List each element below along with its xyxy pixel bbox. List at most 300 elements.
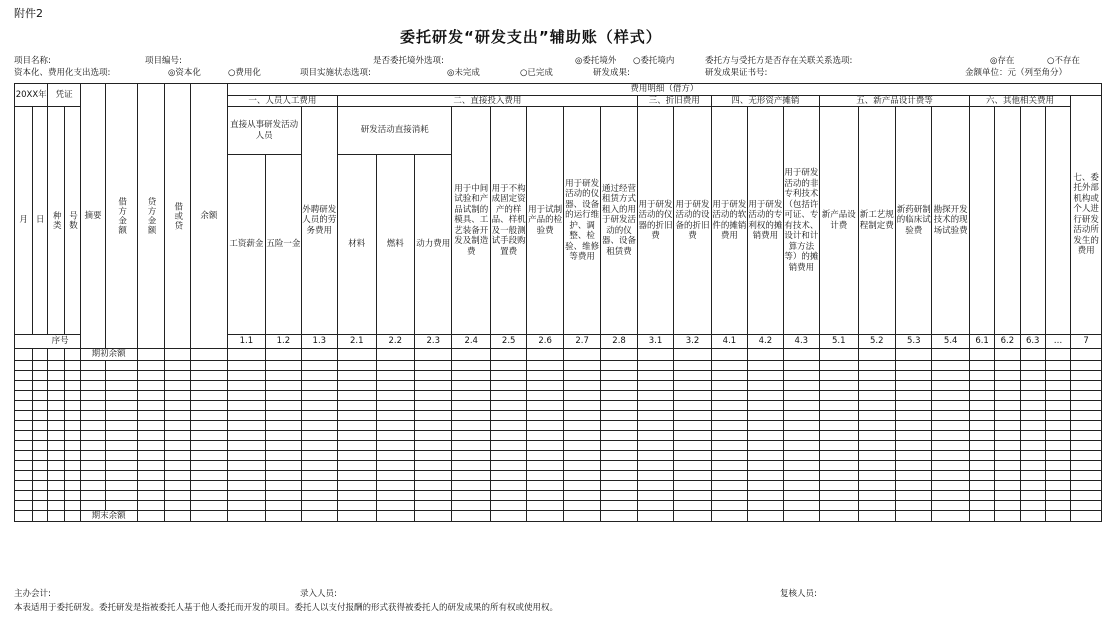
ledger-cell[interactable] xyxy=(191,380,227,390)
ledger-cell[interactable] xyxy=(1020,470,1045,480)
ledger-cell[interactable] xyxy=(527,460,563,470)
ledger-cell[interactable] xyxy=(415,380,452,390)
ledger-cell[interactable] xyxy=(1045,410,1070,420)
ledger-cell[interactable] xyxy=(858,490,895,500)
ledger-cell[interactable] xyxy=(674,380,711,390)
ledger-cell[interactable] xyxy=(820,450,858,460)
ledger-cell[interactable] xyxy=(266,500,301,510)
ledger-cell[interactable] xyxy=(1071,500,1102,510)
ledger-cell[interactable] xyxy=(858,420,895,430)
ledger-cell[interactable] xyxy=(674,430,711,440)
ledger-cell[interactable] xyxy=(1020,370,1045,380)
ledger-cell[interactable] xyxy=(266,360,301,370)
ledger-cell[interactable] xyxy=(969,430,994,440)
ledger-cell[interactable] xyxy=(783,510,819,522)
ledger-cell[interactable] xyxy=(995,480,1020,490)
ledger-cell[interactable] xyxy=(711,470,747,480)
ledger-cell[interactable] xyxy=(748,480,783,490)
ledger-cell[interactable] xyxy=(137,450,164,460)
ledger-cell[interactable] xyxy=(674,420,711,430)
ledger-cell[interactable] xyxy=(969,349,994,361)
ledger-cell[interactable] xyxy=(995,430,1020,440)
ledger-cell[interactable] xyxy=(995,380,1020,390)
ledger-cell[interactable] xyxy=(637,370,673,380)
ledger-cell[interactable] xyxy=(527,450,563,460)
ledger-cell[interactable] xyxy=(527,360,563,370)
ledger-cell[interactable] xyxy=(415,370,452,380)
ledger-cell[interactable] xyxy=(1020,410,1045,420)
ledger-cell[interactable] xyxy=(191,360,227,370)
ledger-cell[interactable] xyxy=(64,450,80,460)
ledger-cell[interactable] xyxy=(1045,400,1070,410)
ledger-cell[interactable] xyxy=(452,500,490,510)
ledger-cell[interactable] xyxy=(338,460,376,470)
ledger-cell[interactable] xyxy=(748,420,783,430)
ledger-cell[interactable] xyxy=(227,380,265,390)
ledger-cell[interactable] xyxy=(490,470,526,480)
ledger-cell[interactable] xyxy=(995,390,1020,400)
ledger-cell[interactable] xyxy=(969,490,994,500)
ledger-cell[interactable] xyxy=(1045,500,1070,510)
ledger-cell[interactable] xyxy=(452,480,490,490)
ledger-cell[interactable] xyxy=(33,510,48,522)
ledger-cell[interactable] xyxy=(164,349,190,361)
ledger-cell[interactable] xyxy=(490,360,526,370)
ledger-cell[interactable] xyxy=(858,370,895,380)
ledger-cell[interactable] xyxy=(15,380,33,390)
ledger-cell[interactable] xyxy=(80,390,105,400)
ledger-cell[interactable] xyxy=(637,450,673,460)
ledger-cell[interactable] xyxy=(137,420,164,430)
ledger-cell[interactable] xyxy=(563,410,600,420)
ledger-cell[interactable] xyxy=(48,500,64,510)
ledger-cell[interactable] xyxy=(637,490,673,500)
ledger-cell[interactable] xyxy=(15,360,33,370)
ledger-cell[interactable] xyxy=(33,410,48,420)
ledger-cell[interactable] xyxy=(563,400,600,410)
ledger-cell[interactable] xyxy=(64,370,80,380)
ledger-cell[interactable] xyxy=(711,510,747,522)
ledger-cell[interactable] xyxy=(338,410,376,420)
ledger-cell[interactable] xyxy=(106,430,137,440)
ledger-cell[interactable] xyxy=(674,410,711,420)
ledger-cell[interactable] xyxy=(227,510,265,522)
ledger-cell[interactable] xyxy=(490,500,526,510)
ledger-cell[interactable] xyxy=(1020,450,1045,460)
ledger-cell[interactable] xyxy=(266,370,301,380)
ledger-cell[interactable] xyxy=(858,470,895,480)
ledger-cell[interactable] xyxy=(674,510,711,522)
ledger-cell[interactable] xyxy=(1045,420,1070,430)
ledger-cell[interactable] xyxy=(15,440,33,450)
ledger-cell[interactable] xyxy=(1045,510,1070,522)
ledger-cell[interactable] xyxy=(164,380,190,390)
ledger-cell[interactable] xyxy=(820,349,858,361)
ledger-cell[interactable] xyxy=(490,510,526,522)
ledger-cell[interactable] xyxy=(932,360,969,370)
ledger-cell[interactable] xyxy=(783,460,819,470)
ledger-cell[interactable] xyxy=(1045,360,1070,370)
ledger-cell[interactable] xyxy=(1020,349,1045,361)
ledger-cell[interactable] xyxy=(33,440,48,450)
ledger-cell[interactable] xyxy=(637,390,673,400)
ledger-cell[interactable] xyxy=(563,460,600,470)
ledger-cell[interactable] xyxy=(969,470,994,480)
ledger-cell[interactable] xyxy=(490,480,526,490)
ledger-cell[interactable] xyxy=(1020,420,1045,430)
ledger-cell[interactable] xyxy=(527,510,563,522)
ledger-cell[interactable] xyxy=(452,460,490,470)
ledger-cell[interactable] xyxy=(601,360,637,370)
ledger-cell[interactable] xyxy=(748,360,783,370)
ledger-cell[interactable] xyxy=(1020,360,1045,370)
ledger-cell[interactable] xyxy=(783,430,819,440)
ledger-cell[interactable] xyxy=(376,500,414,510)
ledger-cell[interactable] xyxy=(637,420,673,430)
ledger-cell[interactable] xyxy=(227,390,265,400)
ledger-cell[interactable] xyxy=(164,370,190,380)
ledger-cell[interactable] xyxy=(338,470,376,480)
ledger-cell[interactable] xyxy=(301,510,337,522)
ledger-cell[interactable] xyxy=(858,430,895,440)
ledger-cell[interactable] xyxy=(748,440,783,450)
ledger-cell[interactable] xyxy=(15,349,33,361)
ledger-cell[interactable] xyxy=(932,490,969,500)
ledger-cell[interactable] xyxy=(33,390,48,400)
ledger-cell[interactable] xyxy=(1071,470,1102,480)
ledger-cell[interactable] xyxy=(80,500,105,510)
ledger-cell[interactable] xyxy=(15,470,33,480)
ledger-cell[interactable] xyxy=(637,430,673,440)
ledger-cell[interactable] xyxy=(106,480,137,490)
ledger-cell[interactable] xyxy=(995,470,1020,480)
ledger-cell[interactable] xyxy=(227,349,265,361)
ledger-cell[interactable] xyxy=(301,460,337,470)
ledger-cell[interactable] xyxy=(601,349,637,361)
ledger-cell[interactable] xyxy=(33,370,48,380)
ledger-cell[interactable] xyxy=(995,450,1020,460)
ledger-cell[interactable] xyxy=(748,450,783,460)
ledger-cell[interactable] xyxy=(33,460,48,470)
ledger-cell[interactable] xyxy=(527,380,563,390)
ledger-cell[interactable] xyxy=(748,370,783,380)
ledger-cell[interactable] xyxy=(48,430,64,440)
ledger-cell[interactable] xyxy=(301,390,337,400)
ledger-cell[interactable] xyxy=(452,400,490,410)
ledger-cell[interactable] xyxy=(1045,470,1070,480)
ledger-cell[interactable] xyxy=(748,430,783,440)
ledger-cell[interactable] xyxy=(415,430,452,440)
ledger-cell[interactable] xyxy=(301,420,337,430)
ledger-cell[interactable] xyxy=(711,420,747,430)
ledger-cell[interactable] xyxy=(33,450,48,460)
ledger-cell[interactable] xyxy=(106,390,137,400)
ledger-cell[interactable] xyxy=(637,360,673,370)
ledger-cell[interactable] xyxy=(15,450,33,460)
ledger-cell[interactable] xyxy=(106,460,137,470)
ledger-cell[interactable] xyxy=(783,440,819,450)
ledger-cell[interactable] xyxy=(748,400,783,410)
ledger-cell[interactable] xyxy=(601,450,637,460)
ledger-cell[interactable] xyxy=(858,440,895,450)
ledger-cell[interactable] xyxy=(376,450,414,460)
ledger-cell[interactable] xyxy=(15,410,33,420)
ledger-cell[interactable] xyxy=(266,410,301,420)
ledger-cell[interactable] xyxy=(452,470,490,480)
ledger-cell[interactable] xyxy=(711,460,747,470)
ledger-cell[interactable] xyxy=(748,510,783,522)
ledger-cell[interactable] xyxy=(64,380,80,390)
ledger-cell[interactable] xyxy=(338,480,376,490)
ledger-cell[interactable] xyxy=(1045,450,1070,460)
ledger-cell[interactable] xyxy=(338,440,376,450)
ledger-cell[interactable] xyxy=(64,460,80,470)
ledger-cell[interactable] xyxy=(266,490,301,500)
ledger-cell[interactable] xyxy=(452,490,490,500)
ledger-cell[interactable] xyxy=(896,360,932,370)
ledger-cell[interactable] xyxy=(1020,390,1045,400)
ledger-cell[interactable] xyxy=(820,360,858,370)
ledger-cell[interactable] xyxy=(563,420,600,430)
ledger-cell[interactable] xyxy=(338,490,376,500)
ledger-cell[interactable] xyxy=(711,500,747,510)
ledger-cell[interactable] xyxy=(80,440,105,450)
ledger-cell[interactable] xyxy=(338,420,376,430)
ledger-cell[interactable] xyxy=(858,480,895,490)
ledger-cell[interactable] xyxy=(748,470,783,480)
ledger-cell[interactable] xyxy=(527,390,563,400)
ledger-cell[interactable] xyxy=(227,450,265,460)
ledger-cell[interactable] xyxy=(783,450,819,460)
ledger-cell[interactable] xyxy=(527,500,563,510)
ledger-cell[interactable] xyxy=(266,460,301,470)
ledger-cell[interactable] xyxy=(15,420,33,430)
ledger-cell[interactable] xyxy=(969,360,994,370)
ledger-cell[interactable] xyxy=(748,410,783,420)
ledger-cell[interactable] xyxy=(48,450,64,460)
ledger-cell[interactable] xyxy=(858,500,895,510)
ledger-cell[interactable] xyxy=(266,450,301,460)
ledger-cell[interactable] xyxy=(191,390,227,400)
ledger-cell[interactable] xyxy=(995,349,1020,361)
ledger-cell[interactable] xyxy=(896,420,932,430)
ledger-cell[interactable] xyxy=(227,370,265,380)
ledger-cell[interactable] xyxy=(48,410,64,420)
ledger-cell[interactable] xyxy=(80,450,105,460)
ledger-cell[interactable] xyxy=(33,349,48,361)
ledger-cell[interactable] xyxy=(338,349,376,361)
ledger-cell[interactable] xyxy=(820,420,858,430)
ledger-cell[interactable] xyxy=(452,390,490,400)
ledger-cell[interactable] xyxy=(969,400,994,410)
ledger-cell[interactable] xyxy=(376,370,414,380)
ledger-cell[interactable] xyxy=(415,490,452,500)
ledger-cell[interactable] xyxy=(490,450,526,460)
ledger-cell[interactable] xyxy=(490,380,526,390)
ledger-cell[interactable] xyxy=(563,370,600,380)
ledger-cell[interactable] xyxy=(969,370,994,380)
ledger-cell[interactable] xyxy=(48,380,64,390)
ledger-cell[interactable] xyxy=(637,440,673,450)
ledger-cell[interactable] xyxy=(932,370,969,380)
ledger-cell[interactable] xyxy=(338,400,376,410)
ledger-cell[interactable] xyxy=(48,480,64,490)
ledger-cell[interactable] xyxy=(64,400,80,410)
ledger-cell[interactable] xyxy=(527,490,563,500)
ledger-cell[interactable] xyxy=(15,370,33,380)
ledger-cell[interactable] xyxy=(932,420,969,430)
ledger-cell[interactable] xyxy=(563,430,600,440)
ledger-cell[interactable] xyxy=(301,480,337,490)
ledger-cell[interactable] xyxy=(191,370,227,380)
ledger-cell[interactable] xyxy=(80,400,105,410)
ledger-cell[interactable] xyxy=(995,440,1020,450)
ledger-cell[interactable] xyxy=(527,470,563,480)
ledger-cell[interactable] xyxy=(490,349,526,361)
ledger-cell[interactable] xyxy=(1020,490,1045,500)
ledger-cell[interactable] xyxy=(637,510,673,522)
ledger-cell[interactable] xyxy=(266,430,301,440)
ledger-cell[interactable] xyxy=(1045,480,1070,490)
ledger-cell[interactable] xyxy=(969,380,994,390)
ledger-cell[interactable] xyxy=(995,420,1020,430)
ledger-cell[interactable] xyxy=(415,500,452,510)
ledger-cell[interactable] xyxy=(490,460,526,470)
ledger-cell[interactable] xyxy=(376,420,414,430)
ledger-cell[interactable] xyxy=(64,470,80,480)
ledger-cell[interactable] xyxy=(601,430,637,440)
ledger-cell[interactable] xyxy=(33,430,48,440)
ledger-cell[interactable] xyxy=(820,380,858,390)
ledger-cell[interactable] xyxy=(415,360,452,370)
ledger-cell[interactable] xyxy=(674,460,711,470)
ledger-cell[interactable] xyxy=(858,450,895,460)
ledger-cell[interactable] xyxy=(15,400,33,410)
ledger-cell[interactable] xyxy=(452,510,490,522)
ledger-cell[interactable] xyxy=(527,410,563,420)
ledger-cell[interactable] xyxy=(969,450,994,460)
ledger-cell[interactable] xyxy=(820,430,858,440)
ledger-cell[interactable] xyxy=(415,510,452,522)
ledger-cell[interactable] xyxy=(527,400,563,410)
ledger-cell[interactable] xyxy=(995,370,1020,380)
ledger-cell[interactable] xyxy=(338,500,376,510)
ledger-cell[interactable] xyxy=(1071,360,1102,370)
ledger-cell[interactable] xyxy=(858,510,895,522)
ledger-cell[interactable] xyxy=(783,490,819,500)
ledger-cell[interactable] xyxy=(563,380,600,390)
ledger-cell[interactable] xyxy=(896,370,932,380)
ledger-cell[interactable] xyxy=(674,360,711,370)
ledger-cell[interactable] xyxy=(932,380,969,390)
capital-option-expense[interactable]: ○费用化 xyxy=(228,68,261,78)
ledger-cell[interactable] xyxy=(995,400,1020,410)
overseas-option-domestic[interactable]: ○委托境内 xyxy=(633,56,675,66)
ledger-cell[interactable] xyxy=(896,410,932,420)
ledger-cell[interactable] xyxy=(301,360,337,370)
ledger-cell[interactable] xyxy=(137,510,164,522)
relation-option-no[interactable]: ○不存在 xyxy=(1047,56,1080,66)
ledger-cell[interactable] xyxy=(601,490,637,500)
ledger-cell[interactable] xyxy=(376,400,414,410)
ledger-cell[interactable] xyxy=(674,490,711,500)
ledger-cell[interactable] xyxy=(563,500,600,510)
ledger-cell[interactable] xyxy=(452,440,490,450)
ledger-cell[interactable] xyxy=(227,480,265,490)
ledger-cell[interactable] xyxy=(48,490,64,500)
ledger-cell[interactable] xyxy=(711,390,747,400)
ledger-cell[interactable] xyxy=(15,480,33,490)
ledger-cell[interactable] xyxy=(995,410,1020,420)
ledger-cell[interactable] xyxy=(563,470,600,480)
ledger-cell[interactable] xyxy=(48,420,64,430)
ledger-cell[interactable] xyxy=(452,450,490,460)
ledger-cell[interactable] xyxy=(301,349,337,361)
ledger-cell[interactable] xyxy=(820,510,858,522)
ledger-cell[interactable] xyxy=(820,480,858,490)
ledger-cell[interactable] xyxy=(191,510,227,522)
ledger-cell[interactable] xyxy=(1071,349,1102,361)
ledger-cell[interactable] xyxy=(896,490,932,500)
ledger-cell[interactable] xyxy=(452,410,490,420)
ledger-cell[interactable] xyxy=(33,500,48,510)
ledger-cell[interactable] xyxy=(48,370,64,380)
ledger-cell[interactable] xyxy=(266,349,301,361)
ledger-cell[interactable] xyxy=(33,360,48,370)
ledger-cell[interactable] xyxy=(601,460,637,470)
ledger-cell[interactable] xyxy=(191,420,227,430)
ledger-cell[interactable] xyxy=(1071,430,1102,440)
ledger-cell[interactable] xyxy=(191,490,227,500)
ledger-cell[interactable] xyxy=(563,450,600,460)
ledger-cell[interactable] xyxy=(137,490,164,500)
ledger-cell[interactable] xyxy=(301,490,337,500)
ledger-cell[interactable] xyxy=(64,500,80,510)
ledger-cell[interactable] xyxy=(137,480,164,490)
ledger-cell[interactable] xyxy=(1020,380,1045,390)
ledger-cell[interactable] xyxy=(932,470,969,480)
ledger-cell[interactable] xyxy=(415,480,452,490)
ledger-cell[interactable] xyxy=(527,420,563,430)
ledger-cell[interactable] xyxy=(1071,440,1102,450)
ledger-cell[interactable] xyxy=(376,349,414,361)
ledger-cell[interactable] xyxy=(1045,390,1070,400)
ledger-cell[interactable] xyxy=(932,400,969,410)
ledger-cell[interactable] xyxy=(415,460,452,470)
ledger-cell[interactable] xyxy=(48,470,64,480)
ledger-cell[interactable] xyxy=(637,349,673,361)
ledger-cell[interactable] xyxy=(191,470,227,480)
ledger-cell[interactable] xyxy=(637,400,673,410)
ledger-cell[interactable] xyxy=(601,370,637,380)
ledger-cell[interactable] xyxy=(415,390,452,400)
ledger-cell[interactable] xyxy=(563,490,600,500)
ledger-cell[interactable] xyxy=(48,440,64,450)
ledger-cell[interactable] xyxy=(48,460,64,470)
ledger-cell[interactable] xyxy=(338,450,376,460)
ledger-cell[interactable] xyxy=(415,349,452,361)
ledger-cell[interactable] xyxy=(48,360,64,370)
ledger-cell[interactable] xyxy=(969,510,994,522)
ledger-cell[interactable] xyxy=(64,430,80,440)
ledger-cell[interactable] xyxy=(969,500,994,510)
ledger-cell[interactable] xyxy=(227,430,265,440)
ledger-cell[interactable] xyxy=(896,430,932,440)
ledger-cell[interactable] xyxy=(376,470,414,480)
ledger-cell[interactable] xyxy=(490,390,526,400)
ledger-cell[interactable] xyxy=(64,510,80,522)
ledger-cell[interactable] xyxy=(601,500,637,510)
